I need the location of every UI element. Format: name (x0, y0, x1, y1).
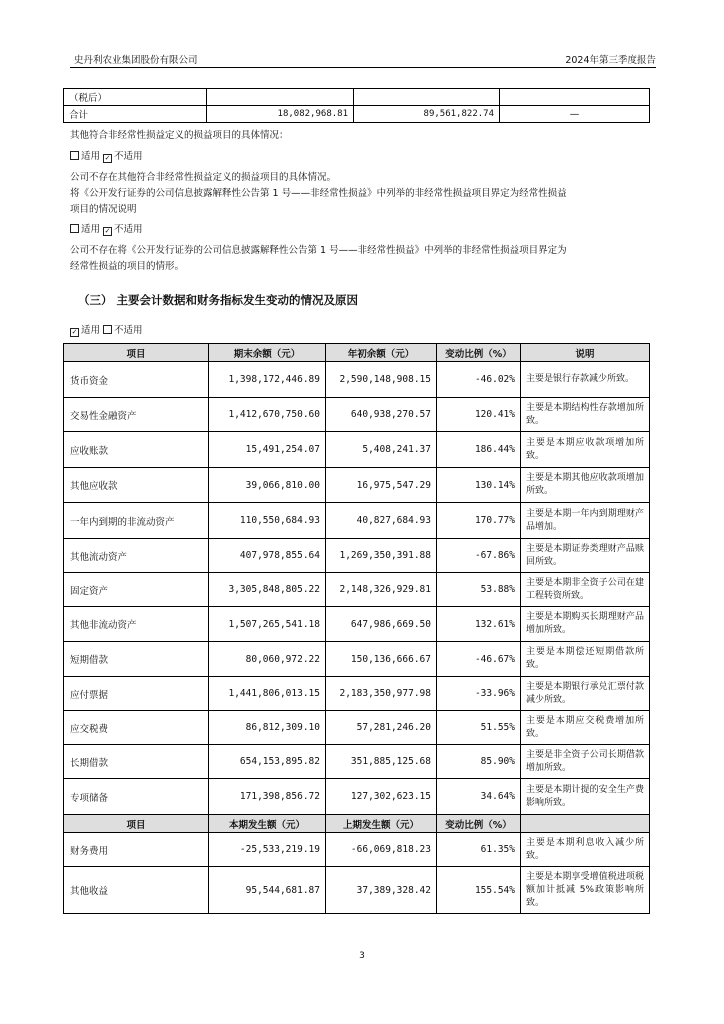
total-note: — (500, 106, 650, 123)
row-item: 其他非流动资产 (64, 607, 209, 642)
table-header-row (64, 815, 650, 833)
change-ratio: -46.02% (437, 362, 521, 398)
value-current: 80,060,972.22 (209, 642, 326, 677)
col-header: 年初余额（元） (326, 344, 437, 362)
value-current: 3,305,848,805.22 (209, 573, 326, 607)
change-ratio: 61.35% (437, 833, 521, 867)
table-row (64, 539, 650, 573)
value-current: 1,398,172,446.89 (209, 362, 326, 398)
table-row (64, 362, 650, 398)
change-ratio: 85.90% (437, 745, 521, 779)
value-previous: 57,281,246.20 (326, 711, 437, 745)
value-previous: 640,938,270.57 (326, 398, 437, 432)
row-item: 交易性金融资产 (64, 398, 209, 432)
value-previous: 351,885,125.68 (326, 745, 437, 779)
col-header: 期末余额（元） (209, 344, 326, 362)
checkbox-group-1: 适用 ✓ 不适用 (70, 148, 143, 163)
row-note: 主要是本期非全资子公司在建工程转资所致。 (521, 573, 650, 607)
change-ratio: -33.96% (437, 677, 521, 711)
table-row (64, 642, 650, 677)
change-ratio: 155.54% (437, 867, 521, 914)
row-item: 其他流动资产 (64, 539, 209, 573)
row-note: 主要是本期银行承兑汇票付款减少所致。 (521, 677, 650, 711)
value-previous: 127,302,623.15 (326, 779, 437, 815)
row-item: 财务费用 (64, 833, 209, 867)
value-previous: 40,827,684.93 (326, 503, 437, 539)
page-header (70, 52, 656, 66)
row-item: 应收账款 (64, 432, 209, 468)
row-item: 其他收益 (64, 867, 209, 914)
row-note: 主要是本期其他应收款项增加所致。 (521, 468, 650, 503)
table-row (64, 867, 650, 914)
value-previous: 37,389,328.42 (326, 867, 437, 914)
table-row (64, 468, 650, 503)
value-previous: 5,408,241.37 (326, 432, 437, 468)
value-current: 86,812,309.10 (209, 711, 326, 745)
value-previous: 2,590,148,908.15 (326, 362, 437, 398)
table-row (64, 833, 650, 867)
change-ratio: 120.41% (437, 398, 521, 432)
change-ratio: 34.64% (437, 779, 521, 815)
row-note: 主要是本期偿还短期借款所致。 (521, 642, 650, 677)
col-header: 变动比例（%） (437, 815, 521, 833)
section-checkbox-group: ✓ 适用 不适用 (71, 325, 143, 336)
value-current: 1,507,265,541.18 (209, 607, 326, 642)
col-header: 变动比例（%） (437, 344, 521, 362)
table-row (64, 677, 650, 711)
row-note: 主要是本期一年内到期理财产品增加。 (521, 503, 650, 539)
col-header: 本期发生额（元） (209, 815, 326, 833)
row-item: 短期借款 (64, 642, 209, 677)
row-note: 主要是本期购买长期理财产品增加所致。 (521, 607, 650, 642)
value-previous: 1,269,350,391.88 (326, 539, 437, 573)
row-item: 专项储备 (64, 779, 209, 815)
header-divider (70, 67, 656, 68)
value-current: 1,441,806,013.15 (209, 677, 326, 711)
value-previous: -66,069,818.23 (326, 833, 437, 867)
value-current: 15,491,254.07 (209, 432, 326, 468)
change-ratio: -67.86% (437, 539, 521, 573)
change-ratio: 53.88% (437, 573, 521, 607)
value-current: 110,550,684.93 (209, 503, 326, 539)
table-row (64, 398, 650, 432)
page-number: 3 (359, 951, 365, 961)
value-previous: 16,975,547.29 (326, 468, 437, 503)
checkbox-checked: ✓ (71, 328, 78, 336)
checkbox-checked: ✓ (104, 227, 111, 235)
value-current: 1,412,670,750.60 (209, 398, 326, 432)
paragraph-3-line1: 将《公开发行证券的公司信息披露解释性公告第 1 号——非经常性损益》中列举的非经常性损益项目界定为经常性损益 (70, 188, 567, 199)
row-item: 其他应收款 (64, 468, 209, 503)
table-row (64, 607, 650, 642)
section-title: （三） 主要会计数据和财务指标发生变动的情况及原因 (78, 293, 359, 307)
total-row (64, 106, 650, 123)
row-note: 主要是非全资子公司长期借款增加所致。 (521, 745, 650, 779)
change-ratio: 132.61% (437, 607, 521, 642)
table-row (64, 89, 650, 106)
col-header: 项目 (64, 815, 209, 833)
change-ratio: 130.14% (437, 468, 521, 503)
table-header-row (64, 344, 650, 362)
total-current: 18,082,968.81 (207, 106, 354, 123)
value-previous: 2,148,326,929.81 (326, 573, 437, 607)
row-note: 主要是本期证券类理财产品赎回所致。 (521, 539, 650, 573)
value-current: -25,533,219.19 (209, 833, 326, 867)
checkbox-unchecked (103, 325, 112, 334)
row-label: （税后） (64, 89, 207, 106)
change-ratio: 186.44% (437, 432, 521, 468)
checkbox-unchecked (70, 151, 79, 160)
paragraph-4-line2: 经常性损益的项目的情形。 (70, 261, 185, 272)
row-note: 主要是本期利息收入减少所致。 (521, 833, 650, 867)
checkbox-unchecked (70, 224, 79, 233)
change-ratio: 51.55% (437, 711, 521, 745)
value-previous: 647,986,669.50 (326, 607, 437, 642)
row-label: 合计 (64, 106, 207, 123)
report-title: 2024年第三季度报告 (565, 55, 656, 66)
table-row (64, 432, 650, 468)
value-current: 654,153,895.82 (209, 745, 326, 779)
row-item: 一年内到期的非流动资产 (64, 503, 209, 539)
col-header: 说明 (521, 344, 650, 362)
paragraph-4-line1: 公司不存在将《公开发行证券的公司信息披露解释性公告第 1 号——非经常性损益》中列举的非经常性损益项目界定为 (70, 245, 567, 256)
checkbox-checked: ✓ (104, 154, 111, 162)
row-note: 主要是银行存款减少所致。 (521, 362, 650, 398)
total-ytd: 89,561,822.74 (354, 106, 500, 123)
value-current: 95,544,681.87 (209, 867, 326, 914)
row-item: 固定资产 (64, 573, 209, 607)
value-current: 407,978,855.64 (209, 539, 326, 573)
value-previous: 2,183,350,977.98 (326, 677, 437, 711)
table-row (64, 745, 650, 779)
paragraph-1: 其他符合非经常性损益定义的损益项目的具体情况： (70, 130, 289, 141)
row-note: 主要是本期应收款项增加所致。 (521, 432, 650, 468)
row-item: 应付票据 (64, 677, 209, 711)
company-name: 史丹利农业集团股份有限公司 (74, 55, 198, 66)
table-row (64, 503, 650, 539)
table-row (64, 711, 650, 745)
row-item: 长期借款 (64, 745, 209, 779)
row-item: 货币资金 (64, 362, 209, 398)
value-previous: 150,136,666.67 (326, 642, 437, 677)
col-header (521, 815, 650, 833)
change-ratio: -46.67% (437, 642, 521, 677)
change-ratio: 170.77% (437, 503, 521, 539)
paragraph-3-line2: 项目的情况说明 (70, 204, 137, 215)
paragraph-2: 公司不存在其他符合非经常性损益定义的损益项目的具体情况。 (70, 172, 337, 183)
row-note: 主要是本期计提的安全生产费影响所致。 (521, 779, 650, 815)
table-row (64, 779, 650, 815)
row-note: 主要是本期应交税费增加所致。 (521, 711, 650, 745)
col-header: 项目 (64, 344, 209, 362)
col-header: 上期发生额（元） (326, 815, 437, 833)
row-item: 应交税费 (64, 711, 209, 745)
row-note: 主要是本期享受增值税进项税额加计抵减 5%政策影响所致。 (521, 867, 650, 914)
value-current: 39,066,810.00 (209, 468, 326, 503)
financial-changes-table (63, 343, 650, 914)
row-note: 主要是本期结构性存款增加所致。 (521, 398, 650, 432)
nonrecurring-summary-table (63, 88, 650, 123)
table-row (64, 573, 650, 607)
value-current: 171,398,856.72 (209, 779, 326, 815)
checkbox-group-2: 适用 ✓ 不适用 (70, 221, 143, 236)
